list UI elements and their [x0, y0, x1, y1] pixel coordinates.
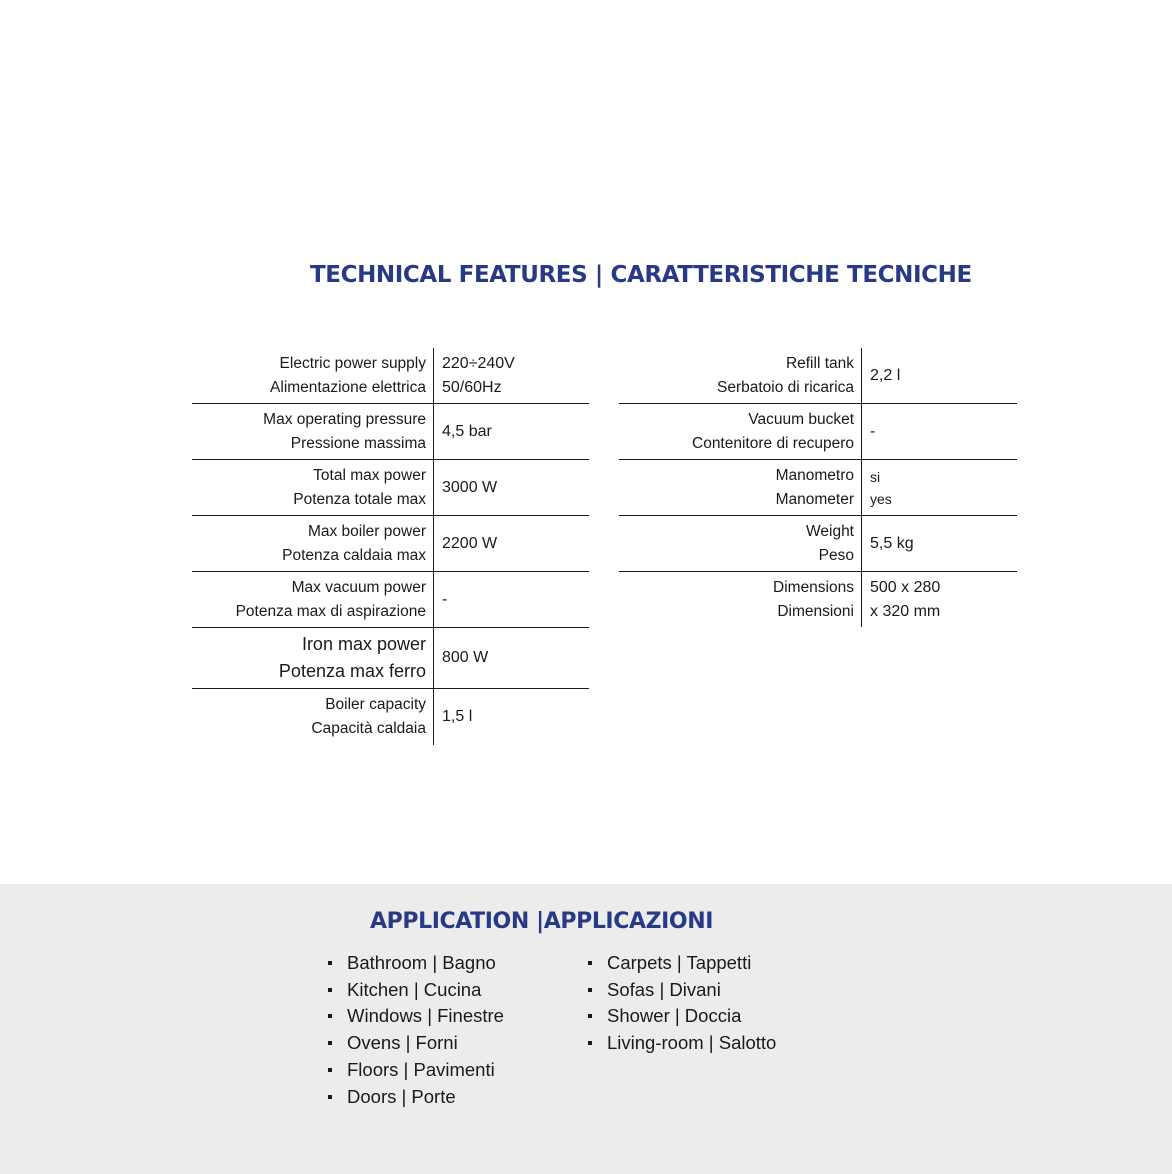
spec-label: [619, 404, 862, 459]
spec-label: [192, 348, 434, 403]
application-item: Shower | Doccia: [588, 1003, 776, 1030]
spec-label: [619, 572, 862, 627]
spec-value-line1: 3000 W: [442, 478, 498, 496]
application-title: APPLICATION |APPLICAZIONI: [370, 909, 714, 934]
spec-label: [619, 516, 862, 571]
application-list-left: [328, 950, 504, 1110]
spec-label-en: Manometro: [775, 466, 854, 484]
spec-value: [862, 404, 1017, 459]
spec-value-line1: 2200 W: [442, 534, 498, 552]
spec-value: [862, 348, 1017, 403]
spec-row-max-pressure: [192, 404, 589, 460]
spec-value-line1: -: [870, 422, 876, 440]
spec-label-it: Pressione massima: [290, 434, 426, 452]
spec-value: [434, 628, 589, 688]
spec-value-line2: 50/60Hz: [442, 378, 502, 396]
spec-value: [434, 460, 589, 515]
spec-label: [619, 348, 862, 403]
spec-label-it: Dimensioni: [777, 602, 854, 620]
spec-label: [192, 460, 434, 515]
spec-label-it: Peso: [818, 546, 854, 564]
spec-row-power-supply: [192, 348, 589, 404]
spec-value-line1: 1,5 l: [442, 708, 473, 725]
spec-label: [192, 404, 434, 459]
spec-row-boiler-power: [192, 516, 589, 572]
spec-label-en: Iron max power: [301, 634, 426, 654]
spec-table-right: [619, 348, 1017, 627]
spec-value-line2: x 320 mm: [870, 602, 941, 620]
spec-value: [434, 516, 589, 571]
spec-value-line1: 220÷240V: [442, 354, 515, 372]
spec-value: [434, 404, 589, 459]
spec-value: [862, 516, 1017, 571]
application-item: Windows | Finestre: [328, 1003, 504, 1030]
spec-label-en: Refill tank: [785, 354, 854, 372]
spec-value-line1: -: [442, 590, 448, 608]
spec-value-line1: si: [870, 468, 881, 485]
spec-table-left: [192, 348, 589, 745]
application-item: Kitchen | Cucina: [328, 977, 504, 1004]
spec-value-line1: 5,5 kg: [870, 534, 914, 552]
spec-label-en: Electric power supply: [279, 354, 426, 372]
spec-value: [434, 348, 589, 403]
application-item: Doors | Porte: [328, 1084, 504, 1111]
spec-row-vacuum-bucket: [619, 404, 1017, 460]
spec-value: [862, 460, 1017, 515]
application-item: Bathroom | Bagno: [328, 950, 504, 977]
spec-label-en: Vacuum bucket: [748, 410, 854, 428]
spec-label-en: Total max power: [313, 466, 426, 484]
spec-label-en: Max boiler power: [307, 522, 426, 540]
application-section: [0, 884, 1172, 1174]
spec-label-en: Dimensions: [773, 578, 854, 596]
spec-value: [434, 689, 589, 745]
spec-label-it: Manometer: [775, 490, 854, 508]
spec-row-vacuum-power: [192, 572, 589, 628]
spec-row-weight: [619, 516, 1017, 572]
spec-label: [619, 460, 862, 515]
spec-label-en: Boiler capacity: [325, 696, 426, 713]
spec-label-it: Capacità caldaia: [311, 720, 426, 737]
spec-label-en: Weight: [806, 522, 854, 540]
application-item: Living-room | Salotto: [588, 1030, 776, 1057]
spec-row-boiler-capacity: [192, 689, 589, 745]
technical-features-title: TECHNICAL FEATURES | CARATTERISTICHE TECNICHE: [310, 262, 972, 288]
spec-row-total-power: [192, 460, 589, 516]
spec-row-manometer: [619, 460, 1017, 516]
spec-label-it: Potenza max ferro: [278, 661, 426, 681]
application-item: Sofas | Divani: [588, 977, 776, 1004]
spec-row-iron-power: [192, 628, 589, 689]
spec-label: [192, 572, 434, 627]
spec-label-it: Potenza totale max: [293, 490, 426, 508]
application-item: Ovens | Forni: [328, 1030, 504, 1057]
application-item: Floors | Pavimenti: [328, 1057, 504, 1084]
spec-label: [192, 516, 434, 571]
spec-value-line1: 2,2 l: [870, 366, 901, 384]
spec-label-it: Contenitore di recupero: [692, 434, 854, 452]
spec-label-it: Potenza max di aspirazione: [235, 602, 426, 620]
application-item: Carpets | Tappetti: [588, 950, 776, 977]
spec-value-line1: 4,5 bar: [442, 422, 492, 440]
spec-label-it: Serbatoio di ricarica: [717, 378, 854, 396]
spec-value-line1: 800 W: [442, 649, 489, 666]
spec-label-it: Alimentazione elettrica: [270, 378, 426, 396]
spec-label-en: Max vacuum power: [291, 578, 426, 596]
spec-row-refill-tank: [619, 348, 1017, 404]
spec-value-line2: yes: [870, 490, 892, 507]
spec-value-line1: 500 x 280: [870, 578, 941, 596]
spec-label: [192, 689, 434, 745]
application-list-right: [588, 950, 776, 1057]
spec-label: [192, 628, 434, 688]
spec-value: [434, 572, 589, 627]
spec-label-en: Max operating pressure: [263, 410, 426, 428]
spec-label-it: Potenza caldaia max: [282, 546, 426, 564]
spec-row-dimensions: [619, 572, 1017, 627]
spec-value: [862, 572, 1017, 627]
